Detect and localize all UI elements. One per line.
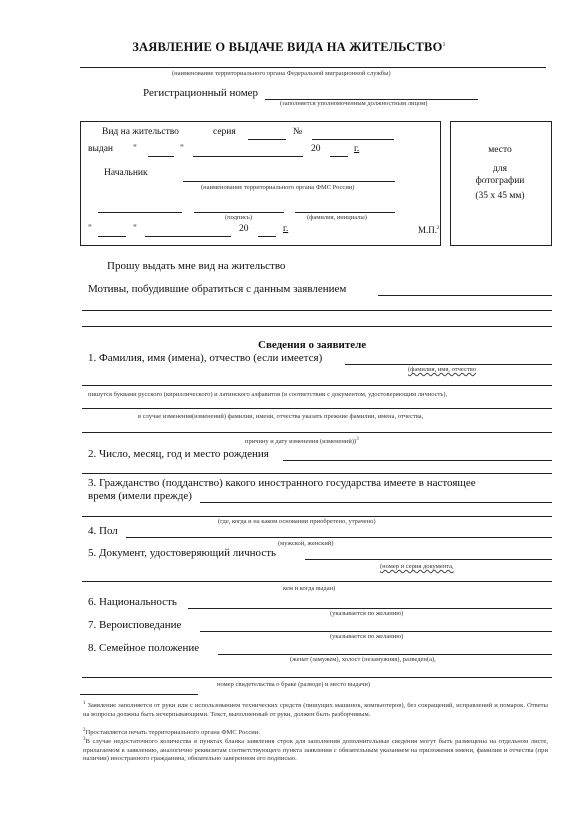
field-5-caption-right: (номер и серия документа, [380,563,454,570]
field-7-caption: (указывается по желанию) [330,633,404,640]
field-5-input-2[interactable] [82,581,552,582]
field-8-caption-2: номер свидетельства о браке (разводе) и место выдачи) [217,681,371,688]
permit-label: Вид на жительство [102,127,179,137]
field-1-caption-right: (фамилия, имя, отчество [408,366,476,373]
field-5-caption: кем и когда выдан) [283,585,336,592]
chief-org-caption: (наименование территориального органа ФМС России) [201,184,355,191]
motives-field-2[interactable] [82,310,552,311]
sign-month-field[interactable] [145,236,231,237]
document-title: ЗАЯВЛЕНИЕ О ВЫДАЧЕ ВИДА НА ЖИТЕЛЬСТВО$^1$ [132,40,446,54]
issued-month-field[interactable] [193,156,303,157]
field-4-caption: (мужской, женский) [278,540,334,547]
photo-placeholder-text: место для фотографии (35 х 45 мм) [475,145,525,201]
motives-field-3[interactable] [82,326,552,327]
chief-label: Начальник [104,168,148,178]
field-7-label: 7. Вероисповедание [88,619,182,631]
field-2-input-2[interactable] [82,473,552,474]
field-1-caption-2: в случае изменения(изменений) фамилии, имени, отчества указать прежние фамилии, имена, отчества, [138,413,424,420]
quote-close: " [180,144,184,154]
field-1-input-4[interactable] [82,432,552,433]
sign-quote-close: " [133,224,137,234]
name-initials-caption: (фамилия, инициалы) [307,214,367,221]
reg-number-caption: (заполняется уполномоченным должностным лицом) [280,100,428,107]
footnote-1: $^1$ Заявление заполняется от руки или с использованием технических средств (пишущих машинок, компьютеров), без сокращений, исправлений и помарок. Ответы на вопросы должны быть исчерпывающими. Текст, выполненный от руки, должен быть разборчивым. [83,701,548,718]
field-2-input-1[interactable] [283,460,552,461]
org-name-line[interactable] [80,67,546,68]
field-3-label-2: время (имели прежде) [88,490,192,502]
field-8-caption-1: (женат (замужем), холост (незамужняя), разведен(а), [290,656,436,663]
field-8-input-2[interactable] [82,677,552,678]
request-text: Прошу выдать мне вид на жительство [107,260,286,272]
chief-name-field[interactable] [295,212,395,213]
sign-year-prefix: 20 [239,224,249,234]
sign-year-suffix: г. [283,224,289,234]
section-title: Сведения о заявителе [258,339,367,351]
field-4-label: 4. Пол [88,525,118,537]
permit-number-field[interactable] [312,139,394,140]
field-1-input-2[interactable] [82,385,552,386]
permit-number-label: № [293,127,303,137]
field-3-input-2[interactable] [82,516,552,517]
issued-year-field[interactable] [330,156,348,157]
footnote-3: $^3$В случае недостаточного количества в пунктах бланка заявления строк для заполнения дополнительные сведения могут быть размещены на отдельном листе, прилагаемом к заявлению, аналогично реквизитам соответствующего пункта заявления с обязательным указанием на приложения имени, фамилии и отчества (при наличии) иностранного гражданина, обязательно заверенном его подписью. [83,737,548,763]
field-1-input-3[interactable] [82,408,552,409]
motives-field-1[interactable] [378,295,552,296]
field-1-label: 1. Фамилия, имя (имена), отчество (если имеется) [88,352,323,364]
quote-open: " [133,144,137,154]
chief-signature-field[interactable] [194,212,284,213]
field-3-label-1: 3. Гражданство (подданство) какого иностранного государства имеете в настоящее [88,477,476,489]
chief-position-field[interactable] [98,212,182,213]
permit-series-label: серия [213,127,236,137]
sign-quote-open: " [88,224,92,234]
field-2-label: 2. Число, месяц, год и место рождения [88,448,269,460]
field-1-caption-1: пишутся буквами русского (кириллического) и латинского алфавитов (в соответствии с документом, удостоверяющим личность), [88,391,448,398]
permit-series-field[interactable] [248,139,286,140]
field-5-label: 5. Документ, удостоверяющий личность [88,547,277,559]
field-1-caption-3: причину и дату изменения (изменений))$^3$ [245,437,359,446]
field-6-label: 6. Национальность [88,596,177,608]
year-suffix: г. [354,144,360,154]
footnote-2: $^2$Проставляется печать территориального органа ФМС России. [83,728,260,737]
field-6-caption: (указывается по желанию) [330,610,404,617]
motives-label: Мотивы, побудившие обратиться с данным заявлением [88,283,347,295]
field-7-input[interactable] [200,631,552,632]
org-name-caption: (наименование территориального органа Федеральной миграционной службы) [172,70,391,77]
permit-issued-label: выдан [88,144,114,154]
field-8-input-1[interactable] [218,654,552,655]
issued-day-field[interactable] [148,156,174,157]
sign-day-field[interactable] [98,236,126,237]
field-3-input-1[interactable] [200,502,552,503]
stamp-label: М.П.$^2$ [418,225,440,235]
field-3-caption: (где, когда и на каком основании приобретено, утрачено) [218,518,376,525]
field-6-input[interactable] [188,608,552,609]
footnote-separator [80,694,198,695]
year-prefix: 20 [311,144,321,154]
chief-org-field[interactable] [183,181,395,182]
field-4-input[interactable] [126,537,552,538]
signature-caption: (подпись) [225,214,252,221]
field-5-input-1[interactable] [305,559,552,560]
reg-number-label: Регистрационный номер [143,87,259,99]
field-1-input-1[interactable] [345,364,552,365]
field-8-label: 8. Семейное положение [88,642,200,654]
sign-year-field[interactable] [258,236,276,237]
